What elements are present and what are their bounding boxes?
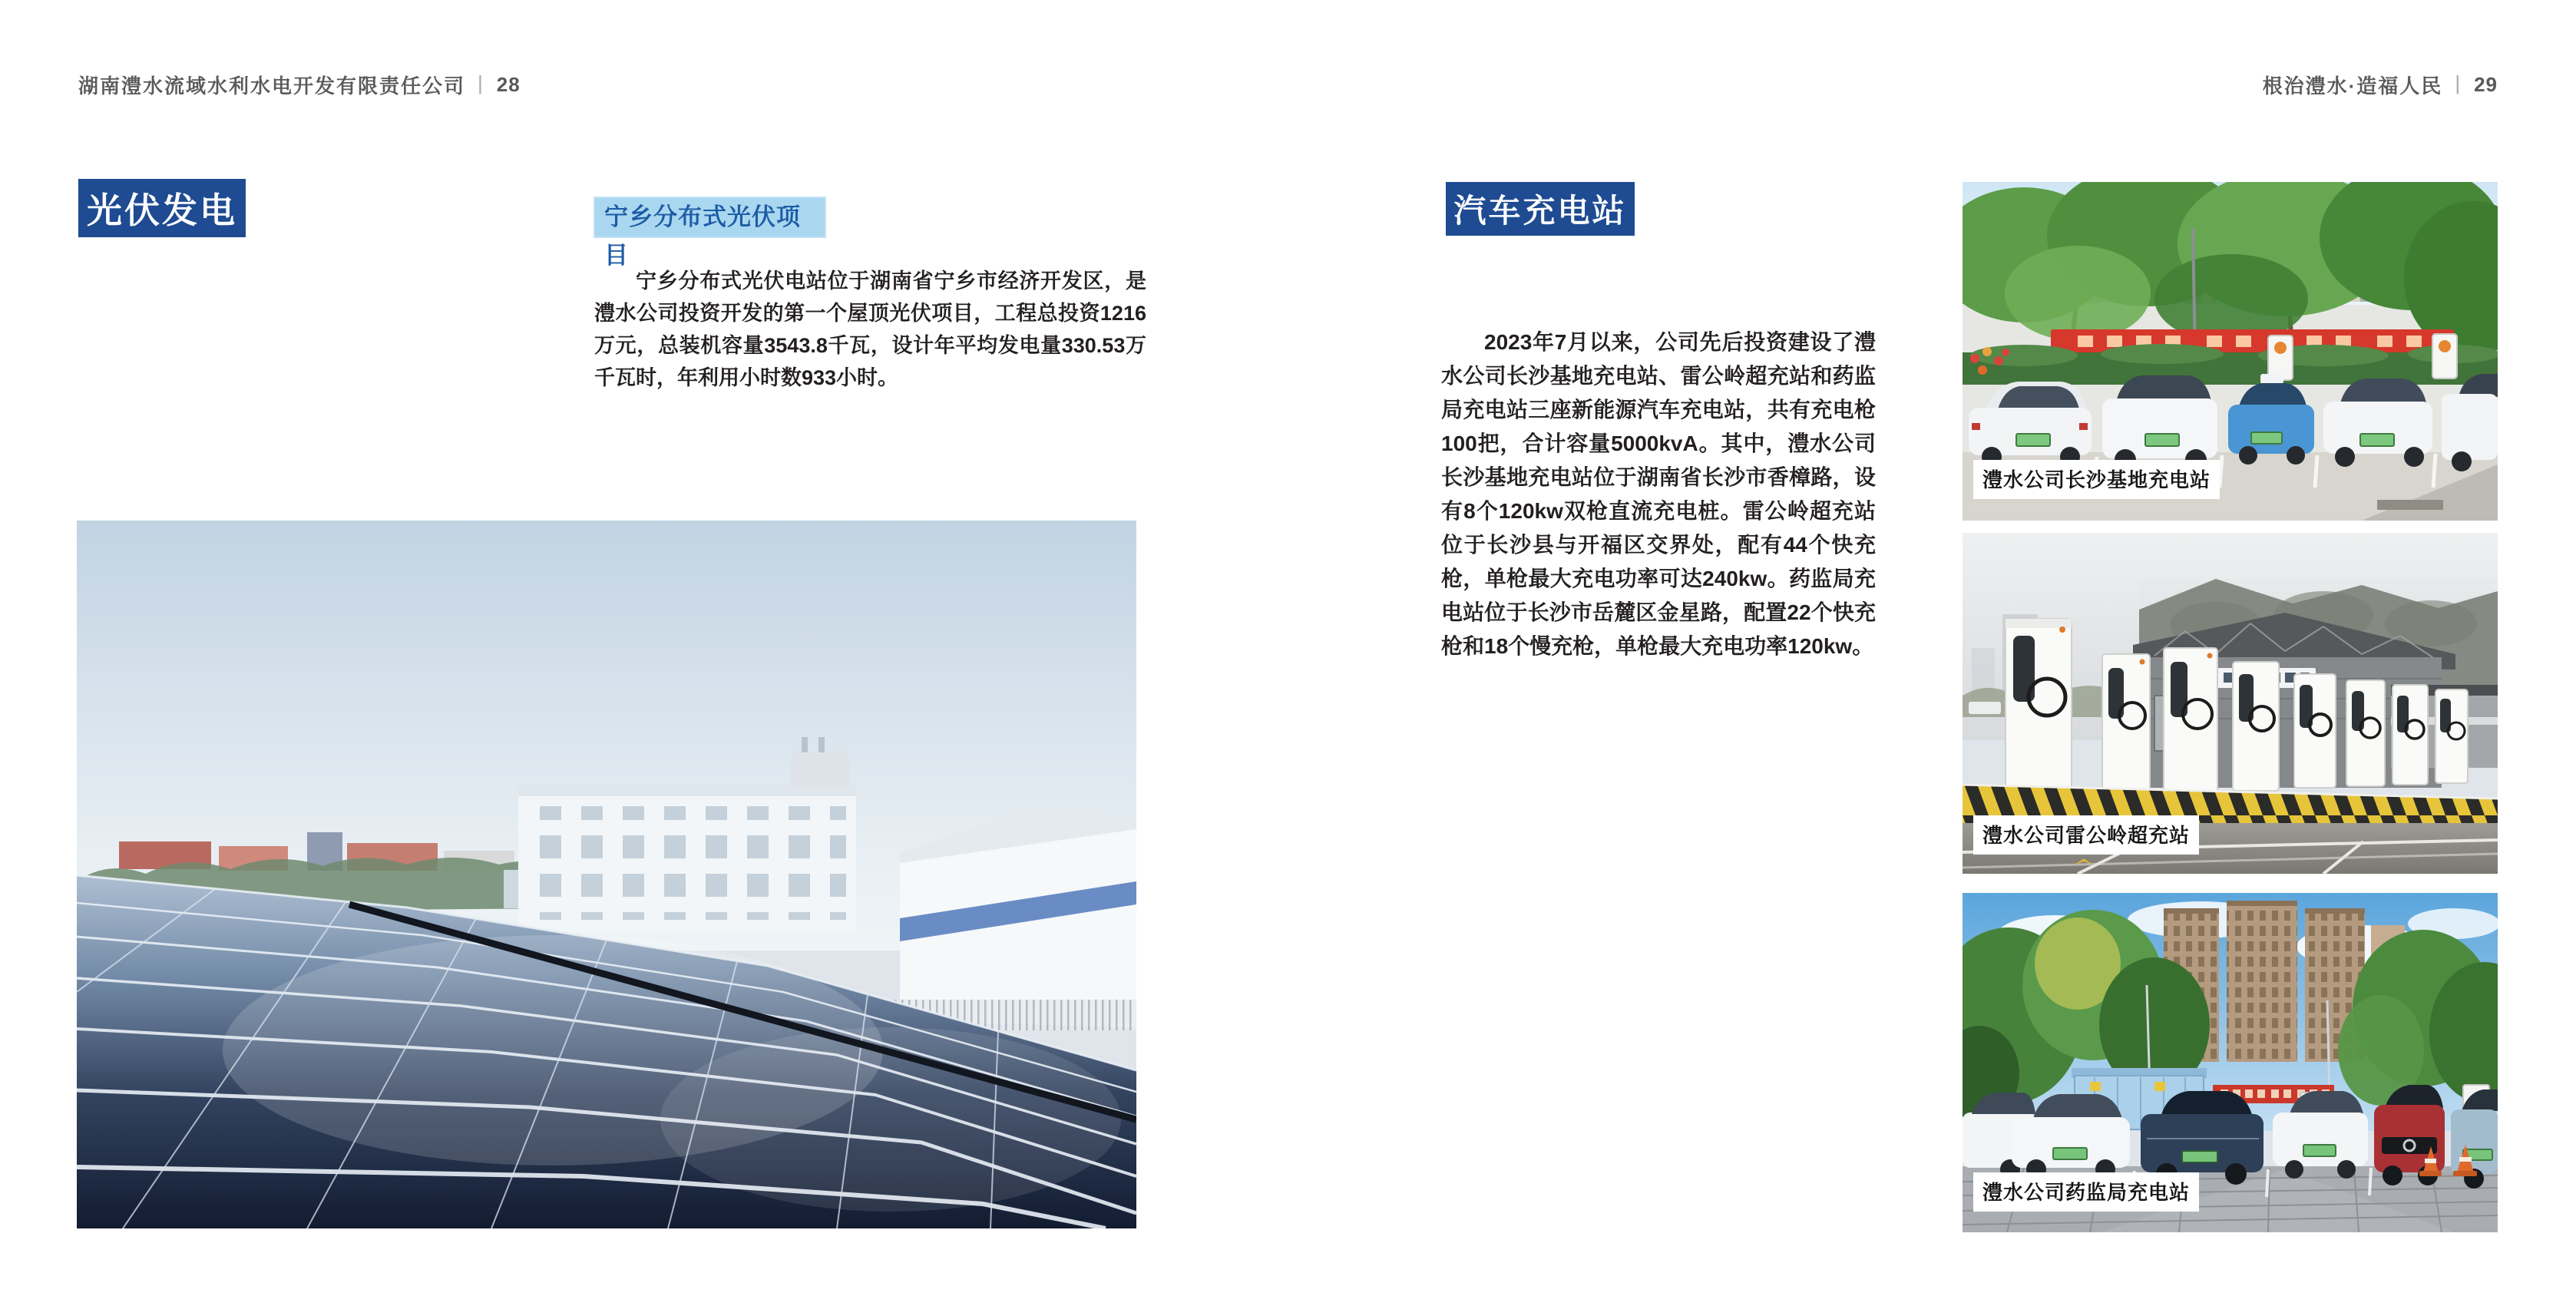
section-title-ev-charging: 汽车充电站 — [1446, 182, 1635, 236]
section-title-photovoltaic: 光伏发电 — [78, 179, 246, 237]
page-number-right: 29 — [2474, 73, 2498, 96]
header-separator: | — [2455, 71, 2462, 94]
solar-array-illustration — [77, 521, 1136, 1228]
ev-charging-paragraph: 2023年7月以来，公司先后投资建设了澧水公司长沙基地充电站、雷公岭超充站和药监局充电站三座新能源汽车充电站，共有充电枪100把，合计容量5000kvA。其中，澧水公司长沙基地充电站位于湖南省长沙市香樟路，设有8个120kw双枪直流充电桩。雷公岭超充站位于长沙县与开福区交界处，配有44个快充枪，单枪最大充电功率可达240kw。药监局充电站位于长沙市岳麓区金星路，配置22个快充枪和18个慢充枪，单枪最大充电功率120kw。 — [1441, 330, 1876, 658]
left-page-header — [78, 71, 521, 99]
right-page-header — [2263, 71, 2498, 99]
photo-caption-changsha-base: 澧水公司长沙基地充电站 — [1973, 460, 2220, 499]
photo-yaojianju-station — [1963, 893, 2498, 1232]
photo-caption-yaojianju: 澧水公司药监局充电站 — [1973, 1172, 2199, 1212]
company-name-text: 湖南澧水流域水利水电开发有限责任公司 — [78, 74, 466, 98]
header-separator: | — [478, 71, 484, 94]
photo-leigongling-station — [1963, 533, 2498, 874]
slogan-text: 根治澧水·造福人民 — [2262, 74, 2443, 98]
photo-rooftop-solar-array — [77, 521, 1136, 1228]
photo-changsha-base-station — [1963, 182, 2498, 521]
photo-caption-leigongling: 澧水公司雷公岭超充站 — [1973, 815, 2199, 855]
page-number-left: 28 — [496, 73, 521, 96]
subsection-title-ningxiang-pv: 宁乡分布式光伏项目 — [594, 197, 826, 238]
photovoltaic-paragraph: 宁乡分布式光伏电站位于湖南省宁乡市经济开发区，是澧水公司投资开发的第一个屋顶光伏项目，工程总投资1216万元，总装机容量3543.8千瓦，设计年平均发电量330.53万千瓦时，年利用小时数933小时。 — [594, 269, 1146, 389]
